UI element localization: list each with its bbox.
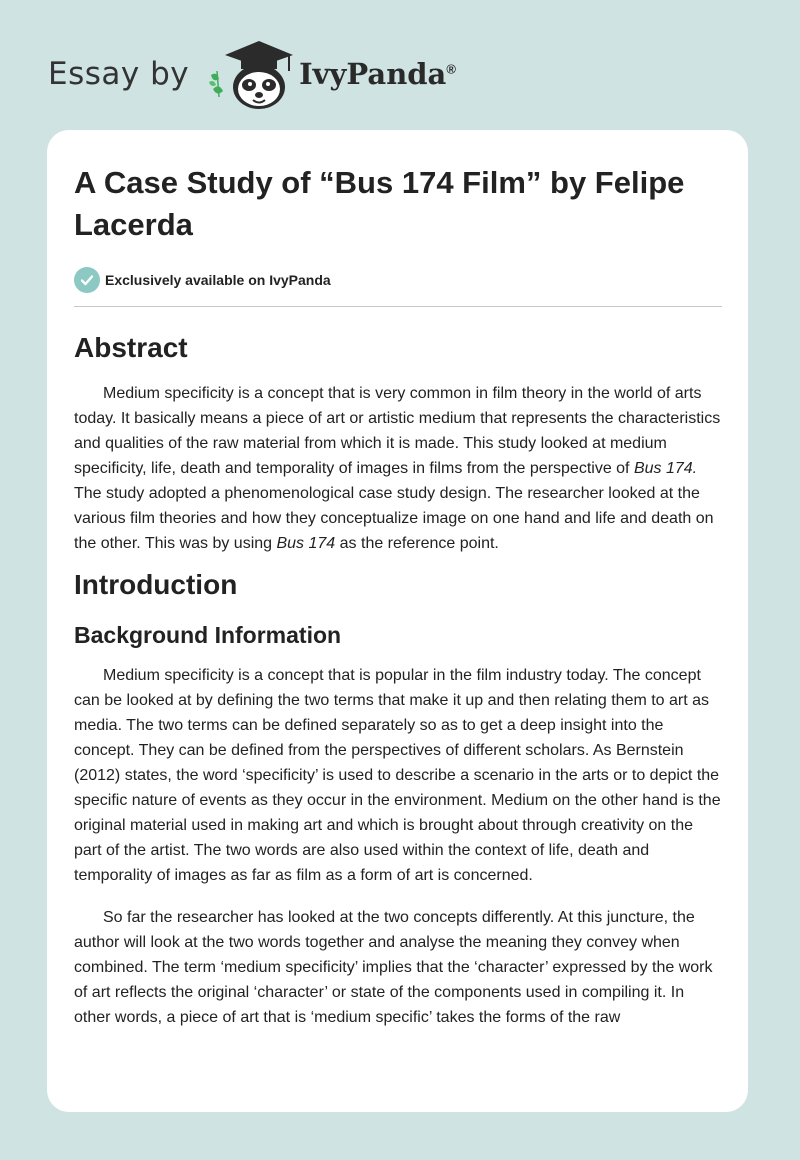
background-paragraph-1: Medium specificity is a concept that is popular in the film industry today. The concept can be looked at by defining the two terms that make it up and then relating them to art as media. The two terms can be defined separately so as to get a deep insight into the concept. They can be defined from the perspectives of different scholars. As Bernstein (2012) states, the word ‘specificity’ is used to describe a scenario in the arts or to depict the specific nature of events as they occur in the environment. Medium on the other hand is the original material used in making art and which is brought about through creativity on the part of the artist. The two words are also used within the context of life, death and temporality of images as far as film as a form of art is concerned. <box>74 667 721 884</box>
exclusive-label: Exclusively available on IvyPanda <box>105 272 331 288</box>
article-card <box>47 130 748 1112</box>
registered-mark: ® <box>446 61 456 77</box>
check-badge-icon <box>74 267 100 293</box>
film-title-italic: Bus 174. <box>633 460 698 477</box>
abstract-paragraph: Medium specificity is a concept that is very common in film theory in the world of arts today. It basically means a piece of art or artistic medium that represents the characteristics and qualities of the raw material from which it is made. This study looked at medium specificity, life, death and temporality of images in films from the perspective of Bus 174. The study adopted a phenomenological case study design. The researcher looked at the various film theories and how they conceptualize image on one hand and life and death on the other. This was by using Bus 174 as the reference point. <box>74 385 721 552</box>
introduction-heading: Introduction <box>74 569 238 600</box>
site-header <box>48 34 456 114</box>
brand-prefix: Essay by <box>48 56 190 92</box>
background-paragraph-2: So far the researcher has looked at the two concepts differently. At this juncture, the author will look at the two words together and analyse the meaning they convey when combined. The term ‘medium specificity’ implies that the ‘character’ expressed by the work of art reflects the original ‘character’ or state of the components used in compiling it. In other words, a piece of art that is ‘medium specific’ takes the forms of the raw <box>74 909 713 1026</box>
film-title-italic: Bus 174 <box>276 535 336 552</box>
abstract-heading: Abstract <box>74 332 188 363</box>
title-divider <box>74 306 722 307</box>
background-heading: Background Information <box>74 622 342 648</box>
panda-graduation-cap-icon <box>203 35 295 113</box>
article-title: A Case Study of “Bus 174 Film” by Felipe Lacerda <box>74 165 685 242</box>
exclusive-badge <box>74 267 722 293</box>
brand-name: IvyPanda® <box>299 57 456 91</box>
